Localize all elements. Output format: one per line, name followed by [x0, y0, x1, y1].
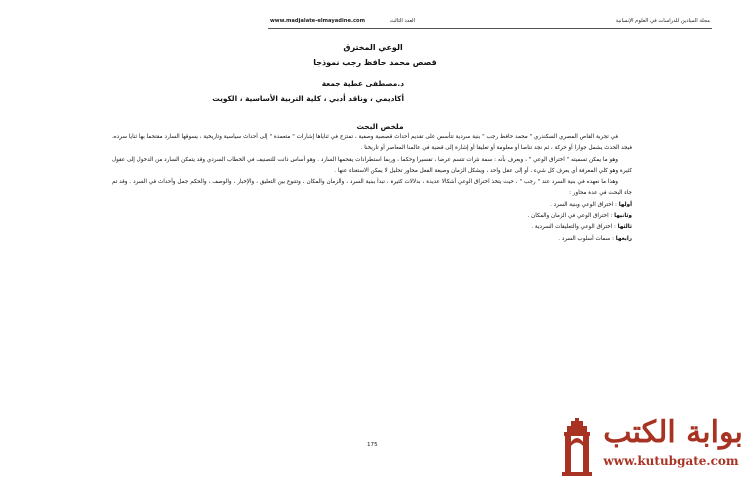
list-item	[112, 200, 632, 211]
site-watermark[interactable]	[558, 414, 750, 480]
list-item-text: : اختراق الوعي وبنية السرد .	[550, 201, 619, 208]
list-item-text: : اختراق الوعي في الزمان والمكان .	[527, 213, 615, 220]
watermark-title: بوابة الكتب	[603, 415, 743, 450]
author-affiliation: أكاديمي ، وناقد أدبي ، كلية التربية الأساسية ، الكويت	[212, 94, 404, 103]
list-item-ordinal: ثالثها	[617, 224, 632, 231]
abstract-paragraph: وهذا ما نعهده في بنية السرد عند " رجب " ، حيث يتخذ اختراق الوعي أشكالا عديدة ، بدلالات كثيرة ، تبدأ ببنية السرد ، والزمان والمكان ، وتتنوع بين التعليق ، والإخبار ، والوصف ، والحكم جمل وأحداث في السرد . وقد تم جاء البحث في عدة محاور :	[112, 179, 632, 197]
page-number: 175	[367, 442, 378, 448]
abstract-body	[112, 132, 632, 245]
header-issue: العدد الثالث	[390, 18, 416, 24]
list-item	[112, 211, 632, 222]
abstract-paragraph: في تجربة القاص المصري السكندري " محمد حافظ رجب " بنية سردية تتأسس على تقديم أحداث قصصية وصفية ، تمتزج في ثناياها إشارات " متعمدة " إلى أحداث سياسية وتاريخية ، يسوقها السارد مقتحما بها ثنايا سرده، فيجد الحدث يشمل جوارا أو حركة ، ثم نجد تناصا أو معلومة أو تعليقا أو إشارة إلى قضية في عالمنا المعاصر أو تاريخنا .	[112, 134, 632, 152]
header-url[interactable]: www.madjalate-elmayadine.com	[270, 18, 365, 24]
list-item-text: : سمات أسلوب السرد .	[558, 235, 616, 242]
article-subtitle: قصص محمد حافظ رجب نموذجا	[313, 58, 437, 67]
gate-icon	[562, 418, 592, 476]
article-title: الوعي المخترق	[343, 43, 403, 52]
abstract-heading: ملخص البحث	[356, 122, 404, 131]
header-divider	[268, 28, 712, 29]
author-name: د.مصطفى عطية جمعة	[321, 79, 404, 88]
abstract-paragraph: وهو ما يمكن تسميته " اختراق الوعي " ، ويعرف بأنه : سمة نثرات تتسم عرضا ، تفسيرا وحكما ، وربما استطرادات يقحمها السارد . وهو أساس ذاتت للتصنيف في الخطاب السردي وقد يتمكن السارد من الدخول إلى عقول كثيرة وهو كلي المعرفة أي يعرف كل شيء ، أو إلى عقل واحد ، ويشكل الزمان وصيغة الفعل محاور تحليل لا يمكن الاستغناء عنها .	[112, 156, 632, 174]
watermark-url[interactable]: www.kutubgate.com	[603, 454, 739, 468]
list-item	[112, 222, 632, 233]
list-item	[112, 234, 632, 245]
header-journal-title: مجلة الميادين للدراسات في العلوم الإنسانية	[615, 18, 710, 24]
list-item-ordinal: أولها	[618, 201, 632, 208]
list-item-ordinal: رابعها	[615, 235, 632, 242]
list-item-ordinal: وثانيها	[614, 213, 632, 220]
list-item-text: : اختراق الوعي والتعليقات السردية .	[531, 224, 618, 231]
